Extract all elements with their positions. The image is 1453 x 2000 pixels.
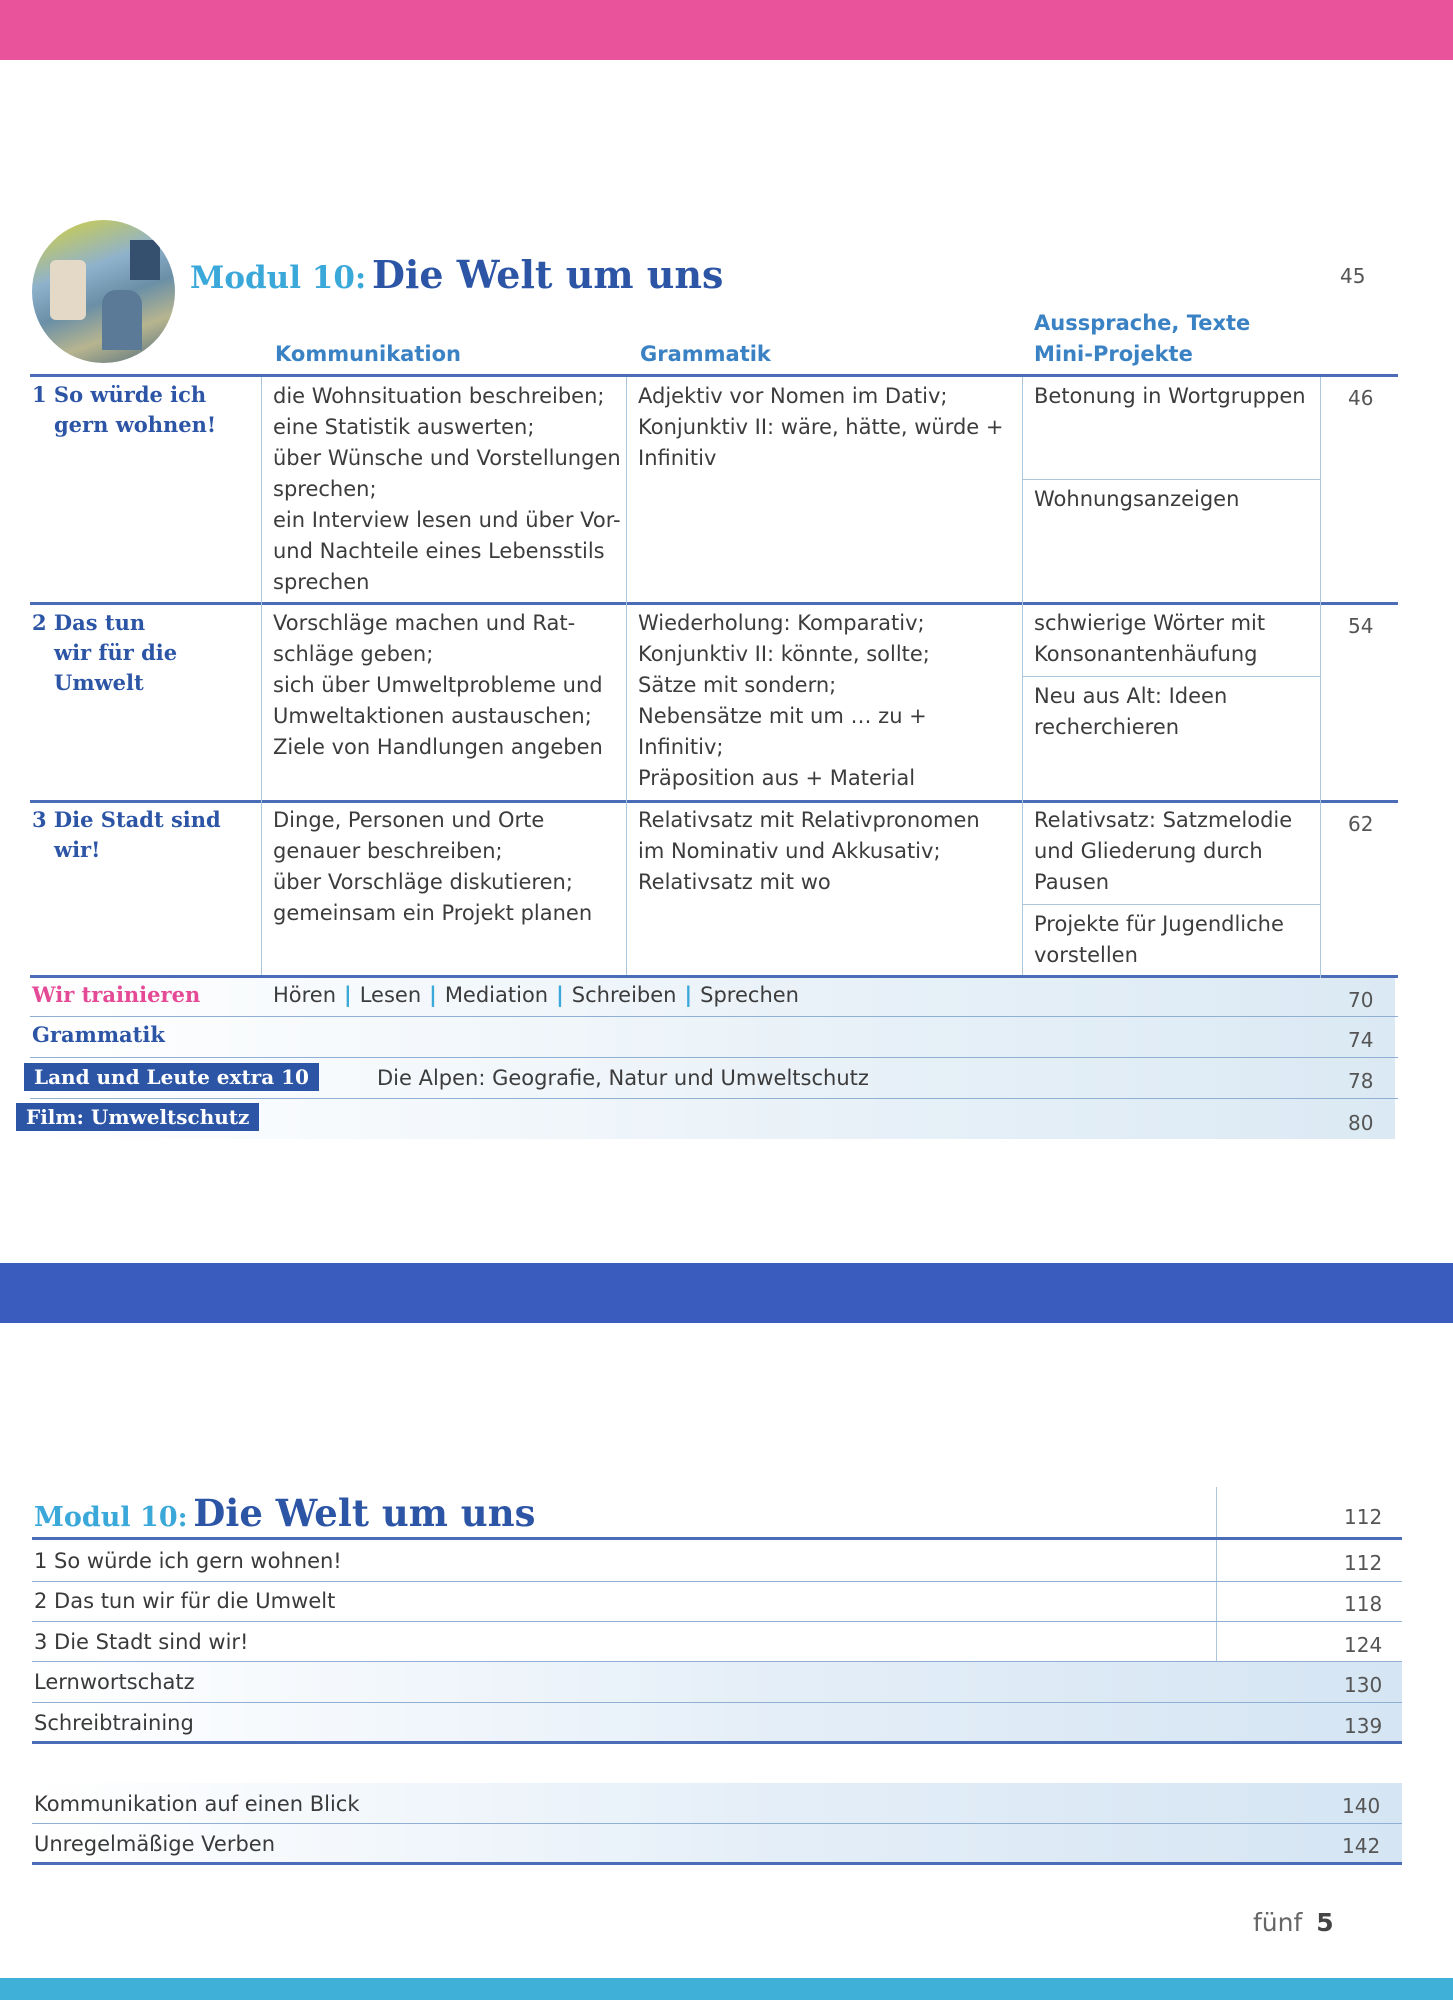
lesson-aussprache: Betonung in Wortgruppen — [1034, 384, 1306, 408]
workbook-row-page: 112 — [1344, 1551, 1383, 1575]
header-grammatik: Grammatik — [640, 342, 771, 366]
lesson-kommunikation: die Wohnsituation beschreiben; eine Statistik auswerten; über Wünsche und Vorstellungen sprechen; ein Interview lesen und über Vor- und Nachteile eines Lebensstils sprechen — [273, 384, 621, 594]
workbook-module-name: Die Welt um uns — [193, 1491, 536, 1535]
header-kommunikation: Kommunikation — [275, 342, 461, 366]
rule — [1022, 904, 1320, 905]
lesson-kommunikation: Dinge, Personen und Orte genauer beschreiben; über Vorschläge diskutieren; gemeinsam ein Projekt planen — [273, 808, 593, 925]
bottom-color-bar — [0, 1978, 1453, 2000]
module-title — [190, 252, 723, 297]
workbook-row-label: 3 Die Stadt sind wir! — [34, 1630, 249, 1654]
lesson-title: 1 So würde ich gern wohnen! — [32, 382, 217, 437]
appendix-row-page: 142 — [1342, 1834, 1381, 1858]
workbook-row-schreibtraining — [32, 1703, 1402, 1743]
lesson-title: 3 Die Stadt sind wir! — [32, 807, 221, 862]
column-divider — [261, 377, 262, 975]
land-und-leute-text: Die Alpen: Geografie, Natur und Umweltschutz — [377, 1066, 869, 1090]
film-badge: Film: Umweltschutz — [16, 1103, 259, 1131]
skill-lesen: Lesen — [359, 983, 422, 1007]
column-divider — [626, 377, 627, 975]
appendix-row-page: 140 — [1342, 1794, 1381, 1818]
skills-list: Hören | Lesen | Mediation | Schreiben | Sprechen — [273, 983, 799, 1007]
header-projekte: Mini-Projekte — [1034, 342, 1193, 366]
page-number: 80 — [1348, 1111, 1374, 1135]
lesson-grammatik: Relativsatz mit Relativpronomen im Nominativ und Akkusativ; Relativsatz mit wo — [638, 808, 980, 894]
skill-hoeren: Hören — [273, 983, 337, 1007]
rule — [32, 1621, 1402, 1622]
header-aussprache: Aussprache, Texte — [1034, 311, 1251, 335]
grammatik-label: Grammatik — [32, 1022, 165, 1047]
workbook-row-label: Schreibtraining — [34, 1711, 194, 1735]
workbook-row-page: 139 — [1344, 1714, 1383, 1738]
workbook-module-page: 112 — [1344, 1505, 1383, 1529]
rule — [30, 800, 1398, 803]
lesson-aussprache: schwierige Wörter mit Konsonantenhäufung — [1034, 611, 1266, 666]
module-label: Modul 10: — [190, 260, 367, 296]
rule — [32, 1581, 1402, 1582]
top-color-bar — [0, 0, 1453, 60]
skill-mediation: Mediation — [444, 983, 549, 1007]
workbook-row-page: 130 — [1344, 1673, 1383, 1697]
module-page-number: 45 — [1340, 264, 1366, 288]
rule — [32, 1741, 1402, 1744]
lesson-projekt: Projekte für Jugendliche vorstellen — [1034, 912, 1284, 967]
middle-color-bar — [0, 1263, 1453, 1323]
rule — [32, 1537, 1402, 1540]
rule — [30, 602, 1398, 605]
workbook-row-lernwortschatz — [32, 1662, 1402, 1702]
rule — [1022, 676, 1320, 677]
workbook-module-label: Modul 10: — [34, 1502, 188, 1533]
footer-word: fünf — [1253, 1908, 1303, 1937]
workbook-row-label: 2 Das tun wir für die Umwelt — [34, 1589, 336, 1613]
skill-sprechen: Sprechen — [700, 983, 799, 1007]
rule — [32, 1862, 1402, 1865]
lesson-aussprache: Relativsatz: Satzmelodie und Gliederung durch Pausen — [1034, 808, 1293, 894]
lesson-grammatik: Wiederholung: Komparativ; Konjunktiv II: könnte, sollte; Sätze mit sondern; Nebensätze mit um … zu + Infinitiv; Präposition aus + Material — [638, 611, 930, 790]
module-photo — [32, 220, 175, 363]
page-footer — [1253, 1908, 1334, 1937]
page-number: 78 — [1348, 1069, 1374, 1093]
grammatik-row — [30, 1017, 1395, 1057]
workbook-module-title — [34, 1491, 535, 1535]
skill-schreiben: Schreiben — [571, 983, 677, 1007]
lesson-page-number: 62 — [1348, 812, 1374, 836]
lesson-projekt: Wohnungsanzeigen — [1034, 487, 1240, 511]
appendix-row-label: Kommunikation auf einen Blick — [34, 1792, 360, 1816]
rule — [30, 374, 1398, 377]
workbook-row-label: Lernwortschatz — [34, 1670, 195, 1694]
workbook-row-page: 124 — [1344, 1633, 1383, 1657]
workbook-row-label: 1 So würde ich gern wohnen! — [34, 1549, 342, 1573]
lesson-projekt: Neu aus Alt: Ideen recherchieren — [1034, 684, 1228, 739]
page-number: 74 — [1348, 1028, 1374, 1052]
page-number: 70 — [1348, 988, 1374, 1012]
wir-trainieren-label: Wir trainieren — [32, 982, 201, 1007]
land-und-leute-badge: Land und Leute extra 10 — [24, 1063, 319, 1091]
rule — [1022, 479, 1320, 480]
module-name: Die Welt um uns — [371, 252, 724, 297]
workbook-row-page: 118 — [1344, 1592, 1383, 1616]
appendix-row-label: Unregelmäßige Verben — [34, 1832, 276, 1856]
footer-number: 5 — [1316, 1908, 1334, 1937]
lesson-grammatik: Adjektiv vor Nomen im Dativ; Konjunktiv II: wäre, hätte, würde + Infinitiv — [638, 384, 1004, 470]
lesson-title: 2 Das tun wir für die Umwelt — [32, 610, 178, 695]
lesson-page-number: 46 — [1348, 386, 1374, 410]
lesson-kommunikation: Vorschläge machen und Rat- schläge geben; sich über Umweltprobleme und Umweltaktionen austauschen; Ziele von Handlungen angeben — [273, 611, 603, 759]
lesson-page-number: 54 — [1348, 614, 1374, 638]
